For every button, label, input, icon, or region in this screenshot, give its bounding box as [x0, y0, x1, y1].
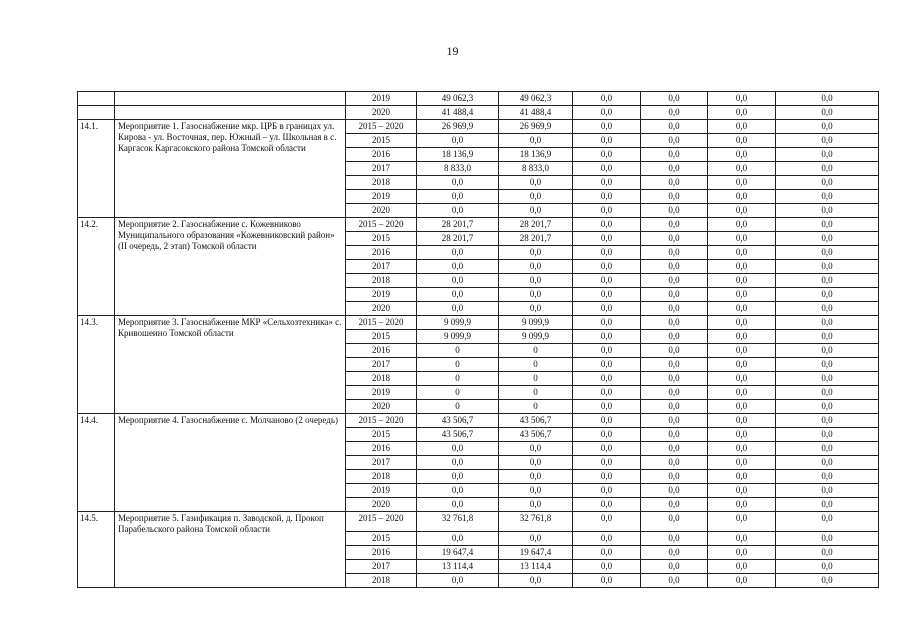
- amount-cell: 0,0: [417, 274, 499, 288]
- year-cell: 2020: [346, 498, 417, 512]
- amount-cell: 0,0: [417, 498, 499, 512]
- amount-cell: 0,0: [776, 246, 879, 260]
- amount-cell: 0,0: [417, 456, 499, 470]
- amount-cell: 0,0: [641, 260, 708, 274]
- amount-cell: 0,0: [499, 274, 573, 288]
- year-cell: 2019: [346, 484, 417, 498]
- amount-cell: 0,0: [708, 218, 776, 232]
- amount-cell: 0,0: [641, 162, 708, 176]
- amount-cell: 0,0: [573, 414, 641, 428]
- amount-cell: 0,0: [417, 288, 499, 302]
- amount-cell: 0,0: [641, 560, 708, 574]
- amount-cell: 0,0: [417, 442, 499, 456]
- amount-cell: 0,0: [573, 574, 641, 588]
- amount-cell: 9 099,9: [499, 330, 573, 344]
- year-cell: 2015: [346, 330, 417, 344]
- amount-cell: 0,0: [641, 134, 708, 148]
- year-cell: 2016: [346, 442, 417, 456]
- item-number: 14.3.: [78, 316, 115, 414]
- item-number: 14.4.: [78, 414, 115, 512]
- amount-cell: 0,0: [573, 176, 641, 190]
- amount-cell: 0,0: [641, 344, 708, 358]
- amount-cell: 0,0: [641, 288, 708, 302]
- year-cell: 2019: [346, 288, 417, 302]
- amount-cell: 0: [417, 344, 499, 358]
- table-row: [78, 512, 879, 532]
- amount-cell: 0,0: [776, 400, 879, 414]
- empty-description-cell: [115, 106, 346, 120]
- year-cell: 2019: [346, 92, 417, 106]
- amount-cell: 28 201,7: [499, 232, 573, 246]
- table-row: [78, 92, 879, 106]
- year-cell: 2015 – 2020: [346, 414, 417, 428]
- table-row: [78, 218, 879, 232]
- amount-cell: 0,0: [708, 246, 776, 260]
- amount-cell: 0,0: [776, 190, 879, 204]
- amount-cell: 0,0: [499, 134, 573, 148]
- amount-cell: 0,0: [499, 176, 573, 190]
- year-cell: 2015 – 2020: [346, 120, 417, 134]
- amount-cell: 0,0: [708, 344, 776, 358]
- amount-cell: 0,0: [708, 302, 776, 316]
- amount-cell: 9 099,9: [417, 316, 499, 330]
- amount-cell: 0,0: [417, 532, 499, 546]
- amount-cell: 0,0: [499, 456, 573, 470]
- amount-cell: 0: [417, 386, 499, 400]
- amount-cell: 0,0: [708, 498, 776, 512]
- item-description: Мероприятие 5. Газификация п. Заводской, д. Прокоп Парабельского района Томской области: [115, 512, 346, 588]
- amount-cell: 0,0: [708, 232, 776, 246]
- table-row: [78, 414, 879, 428]
- amount-cell: 0,0: [776, 532, 879, 546]
- amount-cell: 0,0: [573, 218, 641, 232]
- year-cell: 2016: [346, 344, 417, 358]
- item-number: 14.2.: [78, 218, 115, 316]
- amount-cell: 0,0: [641, 442, 708, 456]
- year-cell: 2019: [346, 190, 417, 204]
- amount-cell: 0,0: [573, 260, 641, 274]
- amount-cell: 0,0: [573, 546, 641, 560]
- amount-cell: 0: [499, 344, 573, 358]
- amount-cell: 0,0: [776, 302, 879, 316]
- amount-cell: 32 761,8: [417, 512, 499, 532]
- amount-cell: 0,0: [776, 428, 879, 442]
- amount-cell: 0,0: [708, 204, 776, 218]
- amount-cell: 49 062,3: [417, 92, 499, 106]
- amount-cell: 0,0: [573, 386, 641, 400]
- amount-cell: 0,0: [641, 358, 708, 372]
- amount-cell: 0,0: [499, 574, 573, 588]
- amount-cell: 9 099,9: [499, 316, 573, 330]
- amount-cell: 18 136,9: [417, 148, 499, 162]
- amount-cell: 0,0: [708, 456, 776, 470]
- amount-cell: 0,0: [708, 574, 776, 588]
- amount-cell: 0,0: [776, 92, 879, 106]
- amount-cell: 0,0: [708, 92, 776, 106]
- amount-cell: 0,0: [776, 274, 879, 288]
- amount-cell: 8 833,0: [417, 162, 499, 176]
- amount-cell: 0,0: [573, 470, 641, 484]
- amount-cell: 26 969,9: [499, 120, 573, 134]
- amount-cell: 0,0: [417, 302, 499, 316]
- amount-cell: 43 506,7: [499, 428, 573, 442]
- empty-number-cell: [78, 106, 115, 120]
- amount-cell: 9 099,9: [417, 330, 499, 344]
- amount-cell: 0,0: [708, 120, 776, 134]
- amount-cell: 0,0: [641, 120, 708, 134]
- amount-cell: 43 506,7: [417, 414, 499, 428]
- amount-cell: 0,0: [573, 274, 641, 288]
- amount-cell: 0,0: [641, 428, 708, 442]
- amount-cell: 0,0: [499, 246, 573, 260]
- amount-cell: 0,0: [641, 274, 708, 288]
- amount-cell: 0,0: [708, 428, 776, 442]
- amount-cell: 0,0: [641, 574, 708, 588]
- amount-cell: 0,0: [573, 512, 641, 532]
- amount-cell: 0,0: [573, 498, 641, 512]
- amount-cell: 0,0: [573, 288, 641, 302]
- amount-cell: 0: [499, 386, 573, 400]
- amount-cell: 28 201,7: [499, 218, 573, 232]
- year-cell: 2017: [346, 456, 417, 470]
- amount-cell: 0,0: [499, 498, 573, 512]
- amount-cell: 0,0: [573, 442, 641, 456]
- amount-cell: 0,0: [499, 204, 573, 218]
- year-cell: 2019: [346, 386, 417, 400]
- item-description: Мероприятие 2. Газоснабжение с. Кожевниково Муниципального образования «Кожевниковский район» (II очередь, 2 этап) Томской области: [115, 218, 346, 316]
- amount-cell: 0,0: [708, 148, 776, 162]
- amount-cell: 0,0: [708, 288, 776, 302]
- amount-cell: 0,0: [708, 176, 776, 190]
- amount-cell: 0,0: [776, 204, 879, 218]
- amount-cell: 0,0: [573, 134, 641, 148]
- amount-cell: 0,0: [641, 218, 708, 232]
- item-description: Мероприятие 1. Газоснабжение мкр. ЦРБ в границах ул. Кирова - ул. Восточная, пер. Южный – ул. Школьная в с. Каргасок Каргасокского района Томской области: [115, 120, 346, 218]
- amount-cell: 0,0: [708, 386, 776, 400]
- amount-cell: 0,0: [573, 92, 641, 106]
- amount-cell: 0,0: [641, 484, 708, 498]
- amount-cell: 0,0: [573, 232, 641, 246]
- amount-cell: 43 506,7: [499, 414, 573, 428]
- amount-cell: 0,0: [776, 358, 879, 372]
- amount-cell: 0,0: [499, 484, 573, 498]
- amount-cell: 0,0: [573, 190, 641, 204]
- amount-cell: 0,0: [641, 386, 708, 400]
- amount-cell: 0,0: [776, 546, 879, 560]
- year-cell: 2018: [346, 176, 417, 190]
- amount-cell: 0,0: [573, 330, 641, 344]
- year-cell: 2020: [346, 106, 417, 120]
- amount-cell: 0,0: [776, 260, 879, 274]
- amount-cell: 0,0: [573, 532, 641, 546]
- amount-cell: 0: [417, 400, 499, 414]
- amount-cell: 0,0: [776, 232, 879, 246]
- amount-cell: 0,0: [641, 190, 708, 204]
- amount-cell: 0,0: [776, 176, 879, 190]
- year-cell: 2016: [346, 546, 417, 560]
- amount-cell: 0,0: [708, 190, 776, 204]
- amount-cell: 0,0: [708, 484, 776, 498]
- amount-cell: 0,0: [573, 106, 641, 120]
- year-cell: 2017: [346, 560, 417, 574]
- amount-cell: 0,0: [776, 148, 879, 162]
- amount-cell: 0,0: [417, 204, 499, 218]
- amount-cell: 0,0: [641, 512, 708, 532]
- amount-cell: 0,0: [708, 134, 776, 148]
- amount-cell: 0,0: [708, 358, 776, 372]
- amount-cell: 0,0: [573, 316, 641, 330]
- year-cell: 2018: [346, 274, 417, 288]
- year-cell: 2017: [346, 162, 417, 176]
- amount-cell: 0,0: [776, 456, 879, 470]
- amount-cell: 26 969,9: [417, 120, 499, 134]
- year-cell: 2015: [346, 532, 417, 546]
- amount-cell: 0,0: [641, 330, 708, 344]
- amount-cell: 41 488,4: [417, 106, 499, 120]
- amount-cell: 49 062,3: [499, 92, 573, 106]
- year-cell: 2017: [346, 358, 417, 372]
- year-cell: 2016: [346, 246, 417, 260]
- item-description: Мероприятие 4. Газоснабжение с. Молчаново (2 очередь): [115, 414, 346, 512]
- year-cell: 2018: [346, 470, 417, 484]
- amount-cell: 0,0: [776, 442, 879, 456]
- empty-description-cell: [115, 92, 346, 106]
- item-number: 14.5.: [78, 512, 115, 588]
- amount-cell: 0,0: [641, 498, 708, 512]
- year-cell: 2016: [346, 148, 417, 162]
- amount-cell: 0,0: [776, 120, 879, 134]
- amount-cell: 0,0: [641, 148, 708, 162]
- amount-cell: 0,0: [573, 120, 641, 134]
- amount-cell: 0,0: [776, 218, 879, 232]
- amount-cell: 0,0: [573, 162, 641, 176]
- amount-cell: 0,0: [641, 246, 708, 260]
- amount-cell: 0,0: [641, 532, 708, 546]
- amount-cell: 28 201,7: [417, 218, 499, 232]
- amount-cell: 0,0: [708, 512, 776, 532]
- amount-cell: 0,0: [776, 106, 879, 120]
- amount-cell: 0,0: [641, 302, 708, 316]
- amount-cell: 0,0: [708, 546, 776, 560]
- table-body: [78, 92, 879, 588]
- amount-cell: 0: [499, 358, 573, 372]
- amount-cell: 0,0: [573, 358, 641, 372]
- amount-cell: 0,0: [573, 560, 641, 574]
- amount-cell: 0,0: [573, 204, 641, 218]
- amount-cell: 0,0: [708, 372, 776, 386]
- amount-cell: 0: [417, 372, 499, 386]
- amount-cell: 32 761,8: [499, 512, 573, 532]
- amount-cell: 41 488,4: [499, 106, 573, 120]
- amount-cell: 0,0: [776, 574, 879, 588]
- year-cell: 2015: [346, 428, 417, 442]
- amount-cell: 0,0: [776, 498, 879, 512]
- year-cell: 2015 – 2020: [346, 512, 417, 532]
- amount-cell: 0,0: [776, 330, 879, 344]
- amount-cell: 0,0: [573, 246, 641, 260]
- amount-cell: 8 833,0: [499, 162, 573, 176]
- amount-cell: 0,0: [641, 92, 708, 106]
- amount-cell: 0,0: [641, 414, 708, 428]
- amount-cell: 0,0: [417, 574, 499, 588]
- amount-cell: 0,0: [776, 372, 879, 386]
- year-cell: 2020: [346, 400, 417, 414]
- amount-cell: 0,0: [417, 134, 499, 148]
- amount-cell: 43 506,7: [417, 428, 499, 442]
- amount-cell: 0,0: [499, 532, 573, 546]
- amount-cell: 0,0: [499, 288, 573, 302]
- amount-cell: 0: [417, 358, 499, 372]
- amount-cell: 0,0: [499, 302, 573, 316]
- amount-cell: 0,0: [499, 260, 573, 274]
- empty-number-cell: [78, 92, 115, 106]
- amount-cell: 0,0: [573, 148, 641, 162]
- amount-cell: 0,0: [499, 190, 573, 204]
- amount-cell: 0,0: [573, 428, 641, 442]
- amount-cell: 0,0: [641, 546, 708, 560]
- amount-cell: 0,0: [776, 162, 879, 176]
- amount-cell: 0,0: [641, 106, 708, 120]
- amount-cell: 0,0: [573, 456, 641, 470]
- amount-cell: 0,0: [573, 372, 641, 386]
- amount-cell: 0,0: [776, 288, 879, 302]
- year-cell: 2015: [346, 232, 417, 246]
- table-row: [78, 106, 879, 120]
- amount-cell: 0,0: [417, 190, 499, 204]
- year-cell: 2015 – 2020: [346, 316, 417, 330]
- amount-cell: 0,0: [708, 400, 776, 414]
- amount-cell: 0,0: [641, 372, 708, 386]
- amount-cell: 0,0: [417, 246, 499, 260]
- amount-cell: 19 647,4: [499, 546, 573, 560]
- amount-cell: 0,0: [573, 302, 641, 316]
- item-number: 14.1.: [78, 120, 115, 218]
- amount-cell: 0,0: [708, 560, 776, 574]
- amount-cell: 0,0: [641, 176, 708, 190]
- amount-cell: 0,0: [708, 162, 776, 176]
- amount-cell: 0,0: [708, 470, 776, 484]
- amount-cell: 0: [499, 400, 573, 414]
- amount-cell: 0,0: [776, 512, 879, 532]
- amount-cell: 0,0: [641, 204, 708, 218]
- amount-cell: 0,0: [708, 330, 776, 344]
- year-cell: 2020: [346, 302, 417, 316]
- amount-cell: 0,0: [776, 134, 879, 148]
- year-cell: 2015: [346, 134, 417, 148]
- amount-cell: 0,0: [417, 176, 499, 190]
- year-cell: 2018: [346, 372, 417, 386]
- amount-cell: 0,0: [708, 532, 776, 546]
- amount-cell: 0,0: [776, 560, 879, 574]
- amount-cell: 0,0: [776, 386, 879, 400]
- item-description: Мероприятие 3. Газоснабжение МКР «Сельхозтехника» с. Кривошеино Томской области: [115, 316, 346, 414]
- amount-cell: 0: [499, 372, 573, 386]
- year-cell: 2018: [346, 574, 417, 588]
- amount-cell: 0,0: [708, 260, 776, 274]
- amount-cell: 0,0: [776, 344, 879, 358]
- year-cell: 2020: [346, 204, 417, 218]
- amount-cell: 0,0: [573, 344, 641, 358]
- amount-cell: 0,0: [641, 316, 708, 330]
- amount-cell: 0,0: [708, 106, 776, 120]
- amount-cell: 13 114,4: [417, 560, 499, 574]
- amount-cell: 0,0: [499, 442, 573, 456]
- amount-cell: 0,0: [417, 484, 499, 498]
- amount-cell: 13 114,4: [499, 560, 573, 574]
- amount-cell: 0,0: [573, 484, 641, 498]
- year-cell: 2015 – 2020: [346, 218, 417, 232]
- budget-table: [77, 91, 879, 588]
- amount-cell: 0,0: [573, 400, 641, 414]
- amount-cell: 19 647,4: [417, 546, 499, 560]
- page-number: 19: [446, 44, 459, 58]
- amount-cell: 0,0: [641, 232, 708, 246]
- amount-cell: 28 201,7: [417, 232, 499, 246]
- amount-cell: 0,0: [776, 470, 879, 484]
- amount-cell: 0,0: [499, 470, 573, 484]
- amount-cell: 0,0: [641, 456, 708, 470]
- amount-cell: 0,0: [641, 400, 708, 414]
- amount-cell: 0,0: [417, 470, 499, 484]
- amount-cell: 0,0: [417, 260, 499, 274]
- amount-cell: 0,0: [708, 414, 776, 428]
- amount-cell: 0,0: [708, 274, 776, 288]
- amount-cell: 0,0: [776, 484, 879, 498]
- amount-cell: 0,0: [776, 316, 879, 330]
- amount-cell: 18 136,9: [499, 148, 573, 162]
- amount-cell: 0,0: [641, 470, 708, 484]
- year-cell: 2017: [346, 260, 417, 274]
- table-row: [78, 316, 879, 330]
- amount-cell: 0,0: [708, 316, 776, 330]
- amount-cell: 0,0: [708, 442, 776, 456]
- amount-cell: 0,0: [776, 414, 879, 428]
- table-row: [78, 120, 879, 134]
